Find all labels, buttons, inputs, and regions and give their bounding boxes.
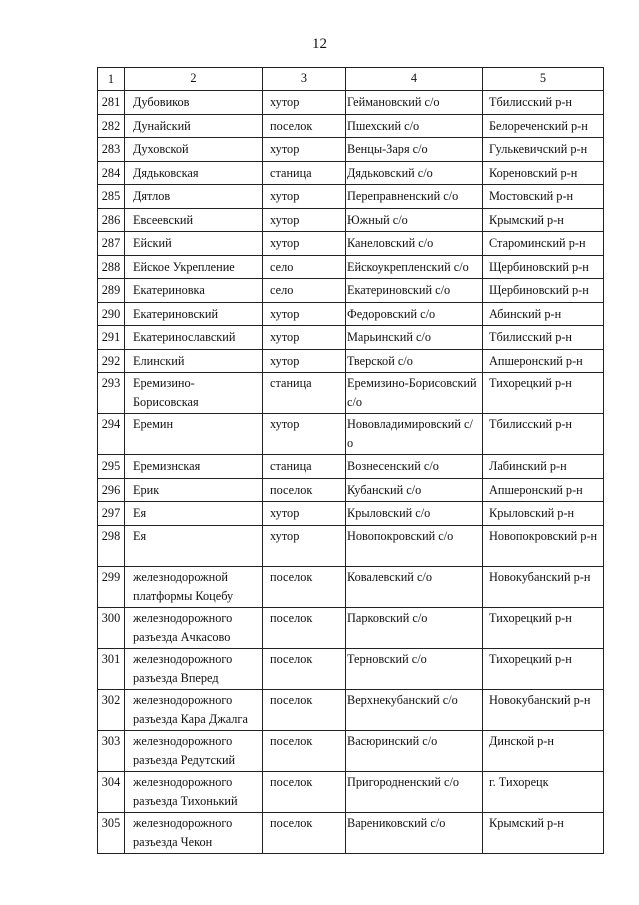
row-number-cell: 305: [98, 812, 125, 853]
rural-council-cell: Южный с/о: [346, 208, 483, 232]
settlement-name-cell: железнодорожного разъезда Чекон: [125, 812, 263, 853]
settlement-name-cell: Ейский: [125, 232, 263, 256]
table-row: [98, 478, 604, 502]
table-row: [98, 185, 604, 209]
rural-council-cell: Марьинский с/о: [346, 326, 483, 350]
table-row: [98, 414, 604, 455]
settlement-name-cell: Ея: [125, 502, 263, 526]
district-cell: Тбилисский р-н: [483, 326, 604, 350]
settlement-type-cell: поселок: [263, 607, 346, 648]
table-row: [98, 812, 604, 853]
row-number-cell: 285: [98, 185, 125, 209]
table-row: [98, 525, 604, 566]
settlement-type-cell: поселок: [263, 114, 346, 138]
district-cell: Новопокровский р-н: [483, 525, 604, 566]
rural-council-cell: Еремизино-Борисовский с/о: [346, 373, 483, 414]
settlement-type-cell: поселок: [263, 689, 346, 730]
rural-council-cell: Геймановский с/о: [346, 91, 483, 115]
settlement-type-cell: хутор: [263, 185, 346, 209]
settlement-type-cell: хутор: [263, 302, 346, 326]
row-number-cell: 297: [98, 502, 125, 526]
table-row: [98, 349, 604, 373]
page-number: 12: [312, 36, 327, 52]
settlement-type-cell: станица: [263, 373, 346, 414]
rural-council-cell: Кубанский с/о: [346, 478, 483, 502]
settlement-type-cell: хутор: [263, 525, 346, 566]
settlement-name-cell: Екатериновка: [125, 279, 263, 303]
district-cell: Тихорецкий р-н: [483, 607, 604, 648]
table-header-row: [98, 68, 604, 91]
settlement-type-cell: поселок: [263, 771, 346, 812]
settlement-name-cell: Ерик: [125, 478, 263, 502]
settlement-type-cell: хутор: [263, 326, 346, 350]
settlement-name-cell: железнодорожного разъезда Тихонький: [125, 771, 263, 812]
district-cell: Динской р-н: [483, 730, 604, 771]
row-number-cell: 304: [98, 771, 125, 812]
district-cell: Тихорецкий р-н: [483, 648, 604, 689]
settlement-type-cell: хутор: [263, 91, 346, 115]
row-number-cell: 287: [98, 232, 125, 256]
settlement-type-cell: хутор: [263, 208, 346, 232]
settlement-name-cell: Дунайский: [125, 114, 263, 138]
row-number-cell: 291: [98, 326, 125, 350]
row-number-cell: 303: [98, 730, 125, 771]
district-cell: Крымский р-н: [483, 208, 604, 232]
table-row: [98, 161, 604, 185]
district-cell: Тбилисский р-н: [483, 414, 604, 455]
settlement-name-cell: Еремизнская: [125, 455, 263, 479]
settlement-type-cell: поселок: [263, 812, 346, 853]
settlement-type-cell: хутор: [263, 349, 346, 373]
settlement-name-cell: железнодорожного разъезда Кара Джалга: [125, 689, 263, 730]
district-cell: Кореновский р-н: [483, 161, 604, 185]
settlement-name-cell: Дядьковская: [125, 161, 263, 185]
row-number-cell: 286: [98, 208, 125, 232]
settlement-type-cell: хутор: [263, 502, 346, 526]
settlement-type-cell: хутор: [263, 414, 346, 455]
rural-council-cell: Вознесенский с/о: [346, 455, 483, 479]
settlements-table: [97, 67, 604, 854]
row-number-cell: 298: [98, 525, 125, 566]
row-number-cell: 300: [98, 607, 125, 648]
rural-council-cell: Ейскоукрепленский с/о: [346, 255, 483, 279]
rural-council-cell: Дядьковский с/о: [346, 161, 483, 185]
table-row: [98, 455, 604, 479]
row-number-cell: 299: [98, 566, 125, 607]
table-row: [98, 302, 604, 326]
district-cell: Белореченский р-н: [483, 114, 604, 138]
settlement-name-cell: Еремин: [125, 414, 263, 455]
district-cell: Щербиновский р-н: [483, 279, 604, 303]
table-row: [98, 607, 604, 648]
row-number-cell: 292: [98, 349, 125, 373]
settlement-type-cell: село: [263, 255, 346, 279]
rural-council-cell: Крыловский с/о: [346, 502, 483, 526]
district-cell: Тбилисский р-н: [483, 91, 604, 115]
column-header: 3: [263, 68, 346, 91]
settlement-type-cell: хутор: [263, 232, 346, 256]
settlement-type-cell: станица: [263, 161, 346, 185]
settlement-type-cell: поселок: [263, 730, 346, 771]
settlement-name-cell: Ейское Укрепление: [125, 255, 263, 279]
settlement-type-cell: поселок: [263, 566, 346, 607]
column-header: 2: [125, 68, 263, 91]
column-header: 5: [483, 68, 604, 91]
settlement-type-cell: поселок: [263, 648, 346, 689]
settlement-type-cell: поселок: [263, 478, 346, 502]
settlement-name-cell: Екатериновский: [125, 302, 263, 326]
district-cell: Новокубанский р-н: [483, 566, 604, 607]
rural-council-cell: Переправненский с/о: [346, 185, 483, 209]
rural-council-cell: Новопокровский с/о: [346, 525, 483, 566]
table-row: [98, 138, 604, 162]
column-header: 4: [346, 68, 483, 91]
rural-council-cell: Канеловский с/о: [346, 232, 483, 256]
district-cell: Гулькевичский р-н: [483, 138, 604, 162]
rural-council-cell: Нововладимировский с/о: [346, 414, 483, 455]
rural-council-cell: Ковалевский с/о: [346, 566, 483, 607]
rural-council-cell: Федоровский с/о: [346, 302, 483, 326]
row-number-cell: 302: [98, 689, 125, 730]
rural-council-cell: Терновский с/о: [346, 648, 483, 689]
rural-council-cell: Верхнекубанский с/о: [346, 689, 483, 730]
table-row: [98, 114, 604, 138]
table-row: [98, 648, 604, 689]
settlement-name-cell: Еремизино-Борисовская: [125, 373, 263, 414]
row-number-cell: 284: [98, 161, 125, 185]
settlement-name-cell: железнодорожной платформы Коцебу: [125, 566, 263, 607]
table-row: [98, 91, 604, 115]
table-row: [98, 255, 604, 279]
settlement-name-cell: Евсеевский: [125, 208, 263, 232]
district-cell: Крыловский р-н: [483, 502, 604, 526]
row-number-cell: 281: [98, 91, 125, 115]
table-row: [98, 771, 604, 812]
district-cell: Староминский р-н: [483, 232, 604, 256]
settlement-name-cell: Екатеринославский: [125, 326, 263, 350]
settlement-name-cell: Дубовиков: [125, 91, 263, 115]
rural-council-cell: Пшехский с/о: [346, 114, 483, 138]
table-row: [98, 326, 604, 350]
settlement-name-cell: железнодорожного разъезда Редутский: [125, 730, 263, 771]
district-cell: Мостовский р-н: [483, 185, 604, 209]
district-cell: Тихорецкий р-н: [483, 373, 604, 414]
district-cell: Новокубанский р-н: [483, 689, 604, 730]
district-cell: Лабинский р-н: [483, 455, 604, 479]
district-cell: Апшеронский р-н: [483, 349, 604, 373]
settlement-name-cell: Духовской: [125, 138, 263, 162]
rural-council-cell: Екатериновский с/о: [346, 279, 483, 303]
district-cell: Абинский р-н: [483, 302, 604, 326]
district-cell: Щербиновский р-н: [483, 255, 604, 279]
row-number-cell: 290: [98, 302, 125, 326]
table-row: [98, 373, 604, 414]
rural-council-cell: Варениковский с/о: [346, 812, 483, 853]
row-number-cell: 282: [98, 114, 125, 138]
district-cell: Апшеронский р-н: [483, 478, 604, 502]
rural-council-cell: Парковский с/о: [346, 607, 483, 648]
district-cell: Крымский р-н: [483, 812, 604, 853]
table-row: [98, 689, 604, 730]
column-header: 1: [98, 68, 125, 91]
row-number-cell: 283: [98, 138, 125, 162]
settlement-type-cell: село: [263, 279, 346, 303]
table-row: [98, 279, 604, 303]
row-number-cell: 296: [98, 478, 125, 502]
district-cell: г. Тихорецк: [483, 771, 604, 812]
settlement-name-cell: железнодорожного разъезда Вперед: [125, 648, 263, 689]
settlement-name-cell: Ея: [125, 525, 263, 566]
row-number-cell: 288: [98, 255, 125, 279]
table-row: [98, 232, 604, 256]
table-row: [98, 566, 604, 607]
rural-council-cell: Венцы-Заря с/о: [346, 138, 483, 162]
row-number-cell: 295: [98, 455, 125, 479]
rural-council-cell: Тверской с/о: [346, 349, 483, 373]
settlement-name-cell: железнодорожного разъезда Ачкасово: [125, 607, 263, 648]
settlement-type-cell: хутор: [263, 138, 346, 162]
rural-council-cell: Пригородненский с/о: [346, 771, 483, 812]
rural-council-cell: Васюринский с/о: [346, 730, 483, 771]
row-number-cell: 289: [98, 279, 125, 303]
table-row: [98, 730, 604, 771]
table-row: [98, 208, 604, 232]
table-row: [98, 502, 604, 526]
row-number-cell: 301: [98, 648, 125, 689]
settlement-name-cell: Дятлов: [125, 185, 263, 209]
row-number-cell: 294: [98, 414, 125, 455]
settlement-type-cell: станица: [263, 455, 346, 479]
row-number-cell: 293: [98, 373, 125, 414]
settlement-name-cell: Елинский: [125, 349, 263, 373]
